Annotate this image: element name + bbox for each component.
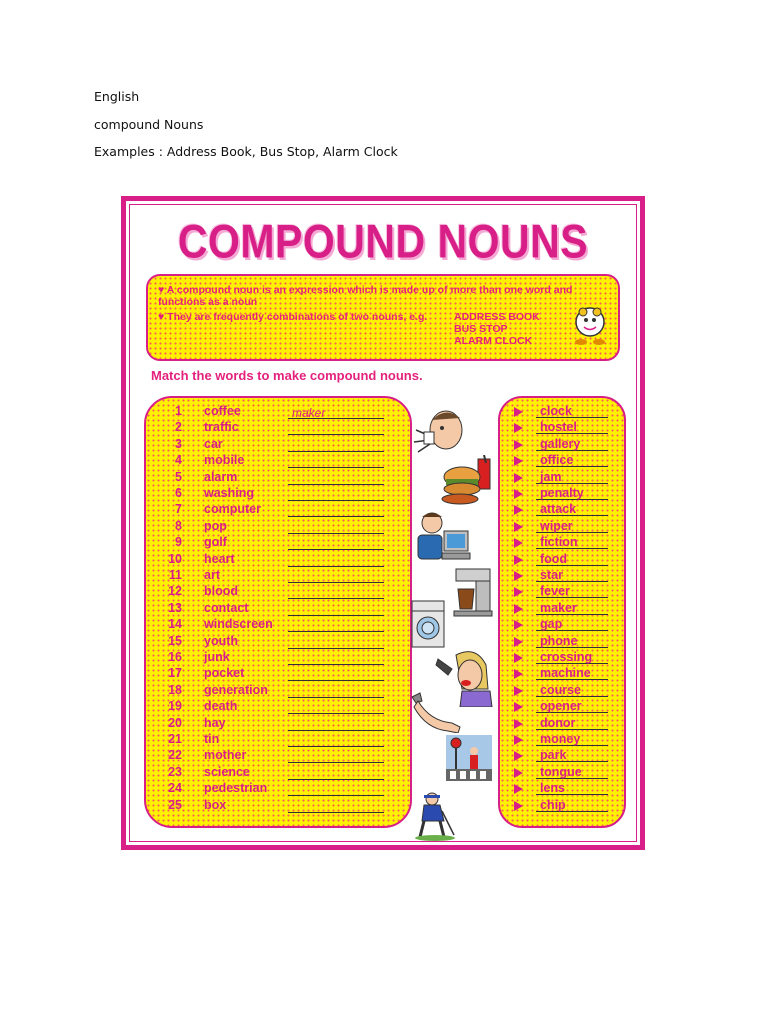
washing-machine-icon [410, 599, 446, 649]
match-word: gallery [536, 437, 608, 451]
arrow-icon [514, 669, 523, 679]
fast-food-icon [440, 455, 496, 505]
pedestrian-crossing-icon [446, 735, 492, 781]
item-word: pocket [204, 666, 245, 681]
item-word: mother [204, 748, 247, 763]
example-2: BUS STOP [454, 323, 508, 335]
list-item [146, 502, 410, 518]
arrow-icon [514, 473, 523, 483]
answer-blank[interactable] [288, 488, 384, 501]
arrow-icon [514, 423, 523, 433]
answer-blank[interactable] [288, 570, 384, 583]
list-item [500, 470, 624, 486]
item-number: 22 [168, 748, 182, 763]
list-item [146, 535, 410, 551]
golfer-icon [410, 791, 460, 841]
match-word: machine [536, 666, 608, 680]
item-word: traffic [204, 420, 239, 435]
answer-blank[interactable] [288, 685, 384, 698]
list-item [500, 716, 624, 732]
list-item [146, 420, 410, 436]
item-word: death [204, 699, 238, 714]
item-number: 7 [175, 502, 182, 517]
arrow-icon [514, 620, 523, 630]
answer-blank[interactable] [288, 586, 384, 599]
item-number: 9 [175, 535, 182, 550]
arrow-icon [514, 505, 523, 515]
item-word: pedestrian [204, 781, 268, 796]
list-item [146, 650, 410, 666]
item-number: 16 [168, 650, 182, 664]
arrow-icon [514, 784, 523, 794]
match-word: lens [536, 781, 608, 795]
answer-blank[interactable] [288, 636, 384, 649]
list-item [500, 765, 624, 781]
list-item [500, 748, 624, 764]
match-word: fiction [536, 535, 608, 549]
list-item [500, 699, 624, 715]
item-word: alarm [204, 469, 238, 484]
arrow-icon [514, 735, 523, 745]
match-word: wiper [536, 519, 608, 533]
item-number: 17 [168, 666, 182, 681]
match-word: gap [536, 617, 608, 631]
list-item [146, 798, 410, 814]
list-item [146, 683, 410, 699]
item-word: blood [204, 584, 239, 599]
item-number: 5 [175, 469, 182, 484]
list-item [146, 617, 410, 633]
arrow-icon [514, 801, 523, 811]
item-word: washing [204, 486, 255, 500]
list-item [500, 535, 624, 551]
list-item [146, 568, 410, 584]
arrow-icon [514, 571, 523, 581]
topic-heading: compound Nouns [94, 117, 204, 132]
arrow-icon [514, 538, 523, 548]
list-item [500, 781, 624, 797]
list-item [500, 666, 624, 682]
answer-blank[interactable] [288, 554, 384, 567]
item-word: contact [204, 600, 249, 615]
examples-line: Examples : Address Book, Bus Stop, Alarm Clock [94, 144, 398, 159]
item-number: 21 [168, 732, 182, 746]
match-word: maker [536, 601, 608, 615]
item-word: coffee [204, 404, 241, 418]
arrow-icon [514, 456, 523, 466]
match-word: attack [536, 502, 608, 516]
answer-blank[interactable] [288, 800, 384, 813]
list-item [500, 502, 624, 518]
item-number: 12 [168, 584, 182, 599]
match-word: money [536, 732, 608, 746]
match-word: fever [536, 584, 608, 598]
answer-blank[interactable] [288, 422, 384, 435]
item-number: 20 [168, 715, 182, 730]
item-number: 10 [168, 551, 182, 566]
list-item [500, 617, 624, 633]
list-item [146, 601, 410, 617]
worksheet-image [121, 196, 645, 850]
list-item [146, 732, 410, 748]
list-item [146, 584, 410, 600]
list-item [146, 699, 410, 715]
item-number: 18 [168, 682, 182, 697]
list-item [500, 601, 624, 617]
subject-heading: English [94, 89, 140, 104]
list-item [146, 552, 410, 568]
match-word: phone [536, 634, 608, 648]
answer-blank[interactable] [288, 718, 384, 731]
match-word: crossing [536, 650, 608, 664]
answer-blank[interactable] [288, 652, 384, 665]
item-word: tin [204, 732, 220, 746]
match-word: tongue [536, 765, 608, 779]
item-number: 24 [168, 781, 182, 796]
match-word: penalty [536, 486, 608, 500]
match-word: hostel [536, 420, 608, 434]
item-word: computer [204, 502, 261, 517]
right-word-list [498, 396, 626, 828]
answer-blank[interactable] [288, 439, 384, 452]
arrow-icon [514, 489, 523, 499]
item-word: hay [204, 715, 226, 730]
list-item [500, 584, 624, 600]
item-number: 23 [168, 764, 182, 779]
match-word: star [536, 568, 608, 582]
item-number: 19 [168, 699, 182, 714]
match-word: food [536, 552, 608, 566]
match-word: jam [536, 470, 608, 484]
item-word: car [204, 436, 223, 451]
list-item [500, 552, 624, 568]
answer-blank[interactable] [288, 455, 384, 468]
item-number: 3 [175, 436, 182, 451]
example-3: ALARM CLOCK [454, 335, 533, 347]
answer-blank[interactable] [288, 734, 384, 747]
computer-user-icon [412, 511, 472, 567]
match-word: opener [536, 699, 608, 713]
list-item [500, 683, 624, 699]
arrow-icon [514, 522, 523, 532]
list-item [146, 470, 410, 486]
list-item [500, 519, 624, 535]
item-number: 11 [168, 568, 182, 582]
definition-box [146, 274, 620, 361]
arm-with-opener-icon [408, 691, 468, 733]
coffee-maker-icon [450, 567, 496, 617]
item-word: generation [204, 682, 268, 697]
item-word: box [204, 797, 227, 812]
item-word: heart [204, 551, 235, 566]
item-word: junk [204, 650, 230, 664]
item-word: youth [204, 633, 239, 648]
arrow-icon [514, 407, 523, 417]
list-item [500, 404, 624, 420]
answer-blank[interactable] [288, 521, 384, 534]
sneezing-man-icon [408, 406, 468, 458]
list-item [146, 765, 410, 781]
arrow-icon [514, 751, 523, 761]
list-item [146, 666, 410, 682]
list-item [146, 748, 410, 764]
match-word: office [536, 453, 608, 467]
definition-line-1b: functions as a noun [158, 296, 258, 308]
item-number: 14 [168, 617, 182, 632]
list-item [500, 732, 624, 748]
list-item [146, 519, 410, 535]
example-1: ADDRESS BOOK [454, 311, 540, 323]
answer-blank[interactable] [288, 767, 384, 780]
list-item [500, 798, 624, 814]
answer-blank[interactable] [288, 750, 384, 763]
list-item [146, 404, 410, 420]
answer-blank[interactable] [288, 668, 384, 681]
list-item [146, 781, 410, 797]
list-item [500, 453, 624, 469]
list-item [146, 437, 410, 453]
match-word: course [536, 683, 608, 697]
instruction-text: Match the words to make compound nouns. [151, 368, 423, 383]
arrow-icon [514, 719, 523, 729]
arrow-icon [514, 587, 523, 597]
arrow-icon [514, 686, 523, 696]
item-number: 1 [175, 404, 182, 418]
item-word: golf [204, 535, 227, 550]
list-item [146, 486, 410, 502]
item-number: 25 [168, 797, 182, 812]
list-item [500, 486, 624, 502]
item-number: 2 [175, 420, 182, 435]
answer-blank[interactable]: maker [288, 406, 384, 419]
item-word: mobile [204, 453, 245, 468]
item-word: science [204, 764, 250, 779]
list-item [146, 453, 410, 469]
definition-line-1: ♥ A compound noun is an expression which is made up of more than one word and [158, 284, 573, 296]
list-item [146, 634, 410, 650]
left-word-list [144, 396, 412, 828]
match-word: chip [536, 798, 608, 812]
answer-blank[interactable] [288, 537, 384, 550]
answer-blank[interactable] [288, 619, 384, 632]
match-word: park [536, 748, 608, 762]
list-item [500, 437, 624, 453]
worksheet-title: COMPOUND NOUNS [177, 215, 589, 268]
arrow-icon [514, 604, 523, 614]
arrow-icon [514, 702, 523, 712]
item-word: pop [204, 518, 227, 533]
item-number: 13 [168, 600, 182, 615]
list-item [500, 650, 624, 666]
match-word: donor [536, 716, 608, 730]
list-item [500, 634, 624, 650]
item-number: 8 [175, 518, 182, 533]
arrow-icon [514, 555, 523, 565]
arrow-icon [514, 637, 523, 647]
item-number: 4 [175, 453, 182, 468]
definition-line-2: ♥ They are frequently combinations of two nouns, e.g. [158, 311, 428, 323]
arrow-icon [514, 768, 523, 778]
list-item [500, 420, 624, 436]
match-word: clock [536, 404, 608, 418]
list-item [500, 568, 624, 584]
item-word: art [204, 568, 220, 582]
answer-blank[interactable] [288, 701, 384, 714]
arrow-icon [514, 440, 523, 450]
arrow-icon [514, 653, 523, 663]
answer-blank[interactable] [288, 504, 384, 517]
item-number: 15 [168, 633, 182, 648]
list-item [146, 716, 410, 732]
clock-icon [572, 304, 608, 350]
answer-blank[interactable] [288, 472, 384, 485]
item-number: 6 [175, 486, 182, 500]
answer-blank[interactable] [288, 783, 384, 796]
answer-blank[interactable] [288, 603, 384, 616]
item-word: windscreen [204, 617, 273, 632]
